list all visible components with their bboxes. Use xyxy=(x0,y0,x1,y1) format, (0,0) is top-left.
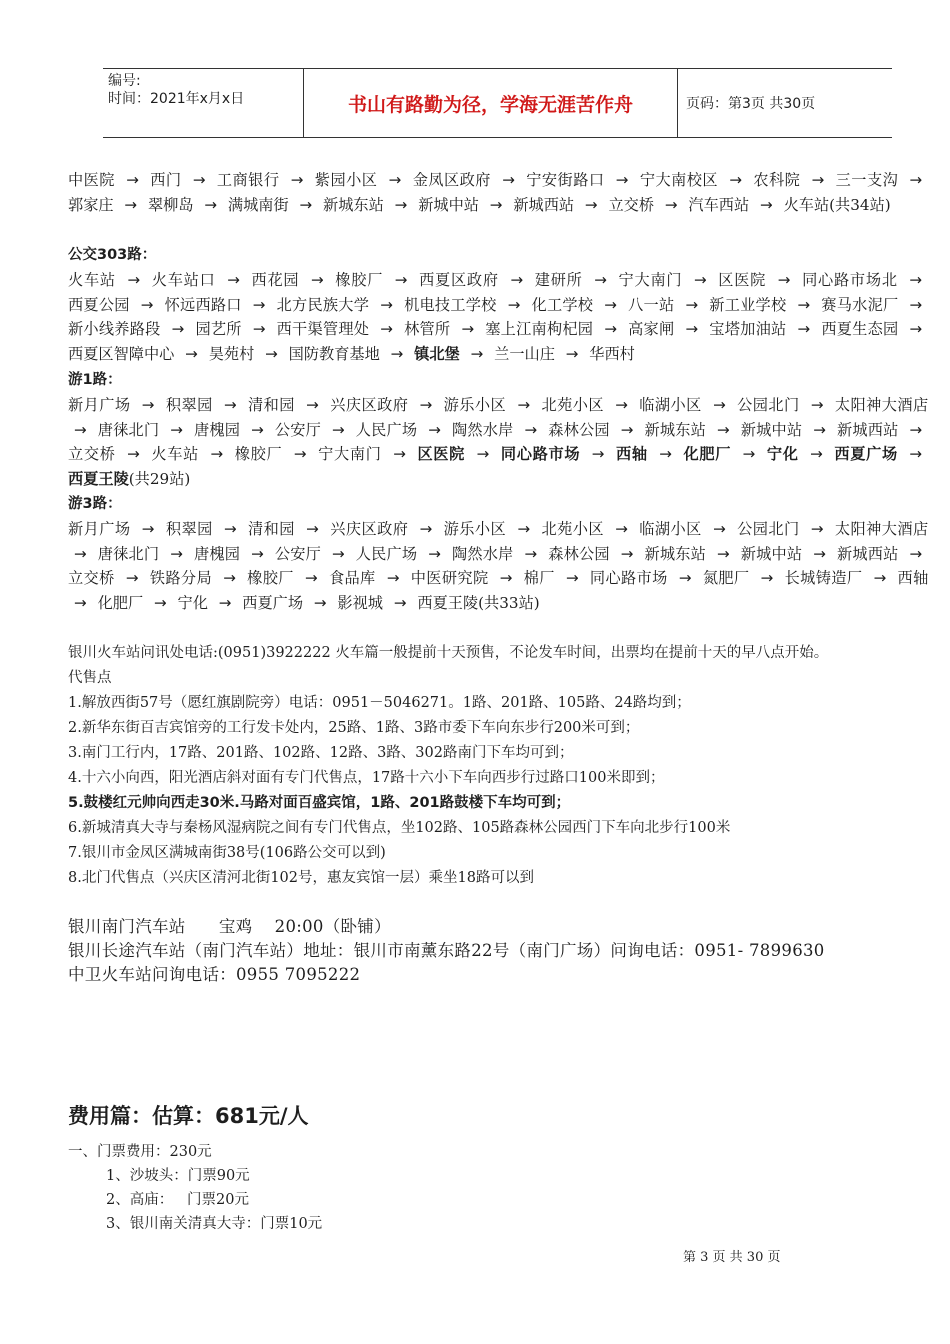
route-stop: 中医院 xyxy=(68,171,115,189)
route-stop: 火车站 xyxy=(783,195,830,214)
route-continuation xyxy=(68,168,928,218)
route-stop: 农科院 xyxy=(753,171,801,189)
route-stop: 八一站 xyxy=(628,295,675,314)
agent-title: 代售点 xyxy=(68,670,112,686)
bus-line-1: 银川南门汽车站 宝鸡 20:00（卧铺） xyxy=(68,917,391,936)
route-stop: 镇北堡 xyxy=(414,345,460,364)
arrow-icon: → xyxy=(615,171,629,189)
agent-item: 5.鼓楼红元帅向西走30米.马路对面百盛宾馆，1路、201路鼓楼下车均可到； xyxy=(68,795,571,811)
route-stop: 区医院 xyxy=(718,270,767,289)
route-stop: 紫园小区 xyxy=(314,171,378,189)
route-stop: 机电技工学校 xyxy=(404,295,497,314)
arrow-icon: → xyxy=(124,195,138,214)
route-stop: 新城东站 xyxy=(323,195,384,214)
route-stop: 唐徕北门 xyxy=(97,544,160,563)
route-stop: 游乐小区 xyxy=(443,519,507,538)
arrow-icon: → xyxy=(693,270,707,289)
arrow-icon: → xyxy=(252,295,266,314)
arrow-icon: → xyxy=(760,195,773,214)
route-stop: 同心路市场北 xyxy=(802,270,898,289)
arrow-icon: → xyxy=(419,395,433,414)
arrow-icon: → xyxy=(813,420,826,439)
arrow-icon: → xyxy=(386,569,400,588)
bus-station-info xyxy=(68,915,938,987)
arrow-icon: → xyxy=(388,171,402,189)
route-stop: 积翠园 xyxy=(165,519,213,538)
arrow-icon: → xyxy=(393,445,406,464)
route-stop: 立交桥 xyxy=(68,445,116,464)
arrow-icon: → xyxy=(251,544,264,563)
route-stop: 北苑小区 xyxy=(541,395,604,414)
route-stop: 新城中站 xyxy=(740,544,803,563)
route-stop: 西干渠管理处 xyxy=(276,320,370,339)
route-stop: 长城铸造厂 xyxy=(784,569,863,588)
route-stop: 工商银行 xyxy=(216,171,280,189)
arrow-icon: → xyxy=(615,519,628,538)
bus-line-2: 银川长途汽车站（南门汽车站）地址：银川市南薰东路22号（南门广场）问询电话：0951- 7899630 xyxy=(68,941,825,960)
arrow-icon: → xyxy=(760,569,774,588)
arrow-icon: → xyxy=(810,519,824,538)
route-stop: 西夏王陵 xyxy=(68,470,129,489)
route-stop: 西夏广场 xyxy=(242,594,304,613)
agent-item: 7.银川市金凤区满城南街38号(106路公交可以到) xyxy=(68,845,386,861)
fee-item: 2、高庙： 门票20元 xyxy=(106,1192,250,1208)
fees-title: 费用篇：估算：681元/人 xyxy=(68,1104,309,1128)
route-stop: 西门 xyxy=(150,171,182,189)
agent-item: 3.南门工行内，17路、201路、102路、12路、3路、302路南门下车均可到； xyxy=(68,745,574,761)
route-stop: 公安厅 xyxy=(274,544,321,563)
route-stop: 新城西站 xyxy=(837,544,899,563)
arrow-icon: → xyxy=(659,445,672,464)
route-stop: 区医院 xyxy=(417,445,466,464)
route-stop: 唐槐园 xyxy=(194,420,241,439)
header-number-label: 编号: xyxy=(108,73,141,89)
route-stop: 宁大南校区 xyxy=(639,171,719,189)
arrow-icon: → xyxy=(810,445,823,464)
arrow-icon: → xyxy=(524,544,538,563)
route-title: 游3路： xyxy=(68,496,122,512)
route-you1 xyxy=(68,368,928,492)
route-stop: 北苑小区 xyxy=(541,519,604,538)
arrow-icon: → xyxy=(678,569,692,588)
route-stop: 西夏公园 xyxy=(68,295,130,314)
arrow-icon: → xyxy=(664,195,678,214)
arrow-icon: → xyxy=(517,519,531,538)
arrow-icon: → xyxy=(909,270,923,289)
arrow-icon: → xyxy=(909,420,923,439)
arrow-icon: → xyxy=(223,395,237,414)
route-stop: 陶然水岸 xyxy=(452,420,514,439)
route-stop: 橡胶厂 xyxy=(335,270,384,289)
arrow-icon: → xyxy=(742,445,756,464)
arrow-icon: → xyxy=(909,171,923,189)
arrow-icon: → xyxy=(615,395,628,414)
arrow-icon: → xyxy=(717,544,730,563)
route-stop: 塞上江南枸杞园 xyxy=(485,320,594,339)
arrow-icon: → xyxy=(127,270,141,289)
route-stop: 太阳神大酒店 xyxy=(834,519,929,538)
arrow-icon: → xyxy=(476,445,490,464)
arrow-icon: → xyxy=(489,195,503,214)
route-stop: 翠柳岛 xyxy=(147,195,194,214)
arrow-icon: → xyxy=(74,594,87,613)
route-stop: 新月广场 xyxy=(68,395,131,414)
route-stop: 新工业学校 xyxy=(709,295,787,314)
arrow-icon: → xyxy=(313,594,327,613)
route-stop: 火车站口 xyxy=(151,270,216,289)
arrow-icon: → xyxy=(251,420,264,439)
route-stop: 铁路分局 xyxy=(149,569,213,588)
route-stop: 新城中站 xyxy=(740,420,803,439)
route-stop: 公园北门 xyxy=(737,519,800,538)
route-stop: 新城东站 xyxy=(644,544,706,563)
agent-item: 8.北门代售点（兴庆区清河北街102号，惠友宾馆一层）乘坐18路可以到 xyxy=(68,870,534,886)
arrow-icon: → xyxy=(717,420,730,439)
arrow-icon: → xyxy=(185,345,198,364)
route-stop: 宁化 xyxy=(766,445,799,464)
arrow-icon: → xyxy=(380,320,393,339)
arrow-icon: → xyxy=(170,544,183,563)
route-stop: 化肥厂 xyxy=(683,445,732,464)
route-stop: 西夏生态园 xyxy=(821,320,899,339)
route-stop: 西夏区智障中心 xyxy=(68,345,175,364)
arrow-icon: → xyxy=(332,544,345,563)
arrow-icon: → xyxy=(305,569,318,588)
arrow-icon: → xyxy=(797,320,811,339)
route-stop: 临湖小区 xyxy=(639,519,702,538)
arrow-icon: → xyxy=(265,345,278,364)
route-stop: 立交桥 xyxy=(608,195,655,214)
arrow-icon: → xyxy=(141,519,155,538)
route-stop: 中医研究院 xyxy=(410,569,489,588)
arrow-icon: → xyxy=(394,195,408,214)
arrow-icon: → xyxy=(428,420,441,439)
arrow-icon: → xyxy=(306,395,319,414)
arrow-icon: → xyxy=(685,320,699,339)
arrow-icon: → xyxy=(591,445,605,464)
arrow-icon: → xyxy=(170,420,183,439)
route-stop: 西夏区政府 xyxy=(419,270,499,289)
arrow-icon: → xyxy=(428,544,441,563)
arrow-icon: → xyxy=(502,171,515,189)
arrow-icon: → xyxy=(594,270,607,289)
arrow-icon: → xyxy=(210,445,224,464)
arrow-icon: → xyxy=(510,270,524,289)
arrow-icon: → xyxy=(713,395,726,414)
ticket-info xyxy=(68,641,938,891)
route-stop: 国防教育基地 xyxy=(288,345,380,364)
arrow-icon: → xyxy=(252,320,266,339)
arrow-icon: → xyxy=(310,270,324,289)
route-stop: 立交桥 xyxy=(68,569,115,588)
route-stop: 西花园 xyxy=(251,270,300,289)
arrow-icon: → xyxy=(204,195,218,214)
arrow-icon: → xyxy=(394,270,408,289)
route-stop: 森林公园 xyxy=(548,420,610,439)
arrow-icon: → xyxy=(797,295,811,314)
bus-line-3: 中卫火车站问询电话：0955 7095222 xyxy=(68,965,361,984)
route-stop: 西夏王陵 xyxy=(417,594,479,613)
route-stop: 宁大南门 xyxy=(318,445,382,464)
arrow-icon: → xyxy=(293,445,307,464)
route-303 xyxy=(68,243,928,367)
route-stop: 人民广场 xyxy=(355,420,418,439)
arrow-icon: → xyxy=(141,395,155,414)
header-page-info: 页码：第3页 共30页 xyxy=(686,96,816,112)
route-stop: 清和园 xyxy=(248,395,295,414)
route-stop: 新城中站 xyxy=(418,195,479,214)
route-stop: 汽车西站 xyxy=(688,195,750,214)
route-stop: 赛马水泥厂 xyxy=(821,295,899,314)
route-stop: 西夏广场 xyxy=(834,445,898,464)
route-stop: 临湖小区 xyxy=(639,395,702,414)
arrow-icon: → xyxy=(873,569,887,588)
arrow-icon: → xyxy=(909,544,923,563)
route-stop: 林管所 xyxy=(404,320,451,339)
agent-item: 1.解放西街57号（愿红旗剧院旁）电话：0951－5046271。1路、201路、105路、24路均到； xyxy=(68,695,691,711)
route-total: (共34站) xyxy=(829,195,891,214)
route-stop: 新城东站 xyxy=(644,420,706,439)
route-stop: 游乐小区 xyxy=(443,395,507,414)
route-stop: 北方民族大学 xyxy=(276,295,370,314)
route-stop: 郭家庄 xyxy=(68,195,114,214)
route-stop: 化工学校 xyxy=(531,295,594,314)
fees-list xyxy=(68,1140,322,1236)
arrow-icon: → xyxy=(499,569,513,588)
arrow-icon: → xyxy=(171,320,185,339)
route-title: 游1路： xyxy=(68,372,122,388)
route-stop: 宁安街路口 xyxy=(526,171,605,189)
route-stop: 同心路市场 xyxy=(500,445,581,464)
arrow-icon: → xyxy=(909,320,923,339)
page-header xyxy=(103,68,892,138)
route-stop: 金凤区政府 xyxy=(412,171,491,189)
arrow-icon: → xyxy=(332,420,345,439)
arrow-icon: → xyxy=(777,270,791,289)
route-stop: 陶然水岸 xyxy=(452,544,514,563)
route-stop: 唐槐园 xyxy=(194,544,241,563)
arrow-icon: → xyxy=(299,195,313,214)
page-footer: 第 3 页 共 30 页 xyxy=(683,1250,781,1265)
arrow-icon: → xyxy=(223,519,237,538)
route-stop: 火车站 xyxy=(68,270,116,289)
arrow-icon: → xyxy=(126,171,139,189)
arrow-icon: → xyxy=(390,345,404,364)
fee-item: 3、银川南关清真大寺：门票10元 xyxy=(106,1216,323,1232)
arrow-icon: → xyxy=(685,295,699,314)
arrow-icon: → xyxy=(140,295,154,314)
arrow-icon: → xyxy=(218,594,232,613)
route-stop: 火车站 xyxy=(151,445,200,464)
header-time-label: 时间：2021年x月x日 xyxy=(108,91,245,107)
arrow-icon: → xyxy=(713,519,726,538)
route-stop: 满城南街 xyxy=(227,195,289,214)
arrow-icon: → xyxy=(810,395,824,414)
route-stop: 唐徕北门 xyxy=(97,420,160,439)
route-stop: 森林公园 xyxy=(548,544,610,563)
route-stop: 西轴 xyxy=(897,569,929,588)
arrow-icon: → xyxy=(909,295,923,314)
route-stop: 太阳神大酒店 xyxy=(834,395,929,414)
arrow-icon: → xyxy=(125,569,139,588)
arrow-icon: → xyxy=(507,295,521,314)
route-stop: 公安厅 xyxy=(274,420,321,439)
arrow-icon: → xyxy=(153,594,167,613)
route-stop: 兴庆区政府 xyxy=(330,395,409,414)
route-stop: 宁大南门 xyxy=(618,270,683,289)
arrow-icon: → xyxy=(620,544,634,563)
route-stop: 兴庆区政府 xyxy=(330,519,409,538)
route-stop: 清和园 xyxy=(248,519,295,538)
arrow-icon: → xyxy=(909,445,923,464)
route-title: 公交303路： xyxy=(68,247,157,263)
arrow-icon: → xyxy=(227,270,240,289)
route-stop: 宁化 xyxy=(177,594,208,613)
fee-item: 1、沙坡头：门票90元 xyxy=(106,1168,250,1184)
arrow-icon: → xyxy=(419,519,433,538)
route-stop: 公园北门 xyxy=(737,395,800,414)
arrow-icon: → xyxy=(127,445,140,464)
arrow-icon: → xyxy=(811,171,825,189)
header-meta xyxy=(103,69,304,137)
route-stop: 同心路市场 xyxy=(589,569,668,588)
route-stop: 昊苑村 xyxy=(208,345,255,364)
route-stop: 新城西站 xyxy=(837,420,899,439)
arrow-icon: → xyxy=(306,519,319,538)
route-stop: 橡胶厂 xyxy=(234,445,283,464)
arrow-icon: → xyxy=(74,420,87,439)
fees-ticket-total: 一、门票费用：230元 xyxy=(68,1144,212,1160)
arrow-icon: → xyxy=(290,171,304,189)
route-stop: 新城西站 xyxy=(513,195,575,214)
arrow-icon: → xyxy=(565,345,579,364)
arrow-icon: → xyxy=(813,544,826,563)
route-stop: 三一支沟 xyxy=(835,171,899,189)
route-stop: 新月广场 xyxy=(68,519,131,538)
route-total: (共29站) xyxy=(128,470,191,489)
route-you3 xyxy=(68,492,928,616)
agent-item: 6.新城清真大寺与秦杨风湿病院之间有专门代售点，坐102路、105路森林公园西门下车向北步行100米 xyxy=(68,820,731,836)
route-stop: 棉厂 xyxy=(523,569,555,588)
agent-item: 2.新华东街百吉宾馆旁的工行发卡处内，25路、1路、3路市委下车向东步行200米可到； xyxy=(68,720,640,736)
arrow-icon: → xyxy=(565,569,579,588)
route-stop: 新小线养路段 xyxy=(68,320,161,339)
arrow-icon: → xyxy=(223,569,236,588)
arrow-icon: → xyxy=(729,171,743,189)
arrow-icon: → xyxy=(524,420,538,439)
arrow-icon: → xyxy=(470,345,484,364)
route-stop: 园艺所 xyxy=(195,320,242,339)
route-stop: 影视城 xyxy=(337,594,383,613)
route-stops xyxy=(68,396,928,488)
route-stop: 华西村 xyxy=(589,345,635,364)
route-stops xyxy=(68,171,928,214)
arrow-icon: → xyxy=(604,295,618,314)
station-phone-line: 银川火车站问讯处电话:(0951)3922222 火车篇一般提前十天预售，不论发车时间，出票均在提前十天的早八点开始。 xyxy=(68,645,829,661)
route-total: (共33站) xyxy=(478,594,540,613)
route-stop: 兰一山庄 xyxy=(494,345,555,364)
arrow-icon: → xyxy=(604,320,618,339)
route-stop: 人民广场 xyxy=(355,544,418,563)
route-stop: 建研所 xyxy=(534,270,583,289)
route-stops xyxy=(68,271,928,363)
arrow-icon: → xyxy=(74,544,87,563)
route-stop: 氮肥厂 xyxy=(702,569,750,588)
agent-item: 4.十六小向西，阳光酒店斜对面有专门代售点，17路十六小下车向西步行过路口100米即到； xyxy=(68,770,665,786)
arrow-icon: → xyxy=(461,320,475,339)
arrow-icon: → xyxy=(620,420,634,439)
route-stop: 化肥厂 xyxy=(97,594,144,613)
arrow-icon: → xyxy=(393,594,407,613)
arrow-icon: → xyxy=(584,195,598,214)
route-stop: 怀远西路口 xyxy=(164,295,242,314)
route-stop: 西轴 xyxy=(615,445,648,464)
header-motto: 书山有路勤为径，学海无涯苦作舟 xyxy=(304,69,678,137)
arrow-icon: → xyxy=(192,171,206,189)
arrow-icon: → xyxy=(380,295,393,314)
route-stop: 橡胶厂 xyxy=(247,569,294,588)
route-stop: 宝塔加油站 xyxy=(709,320,787,339)
arrow-icon: → xyxy=(517,395,531,414)
route-stop: 高家闸 xyxy=(628,320,675,339)
route-stop: 食品库 xyxy=(328,569,376,588)
route-stop: 积翠园 xyxy=(165,395,213,414)
